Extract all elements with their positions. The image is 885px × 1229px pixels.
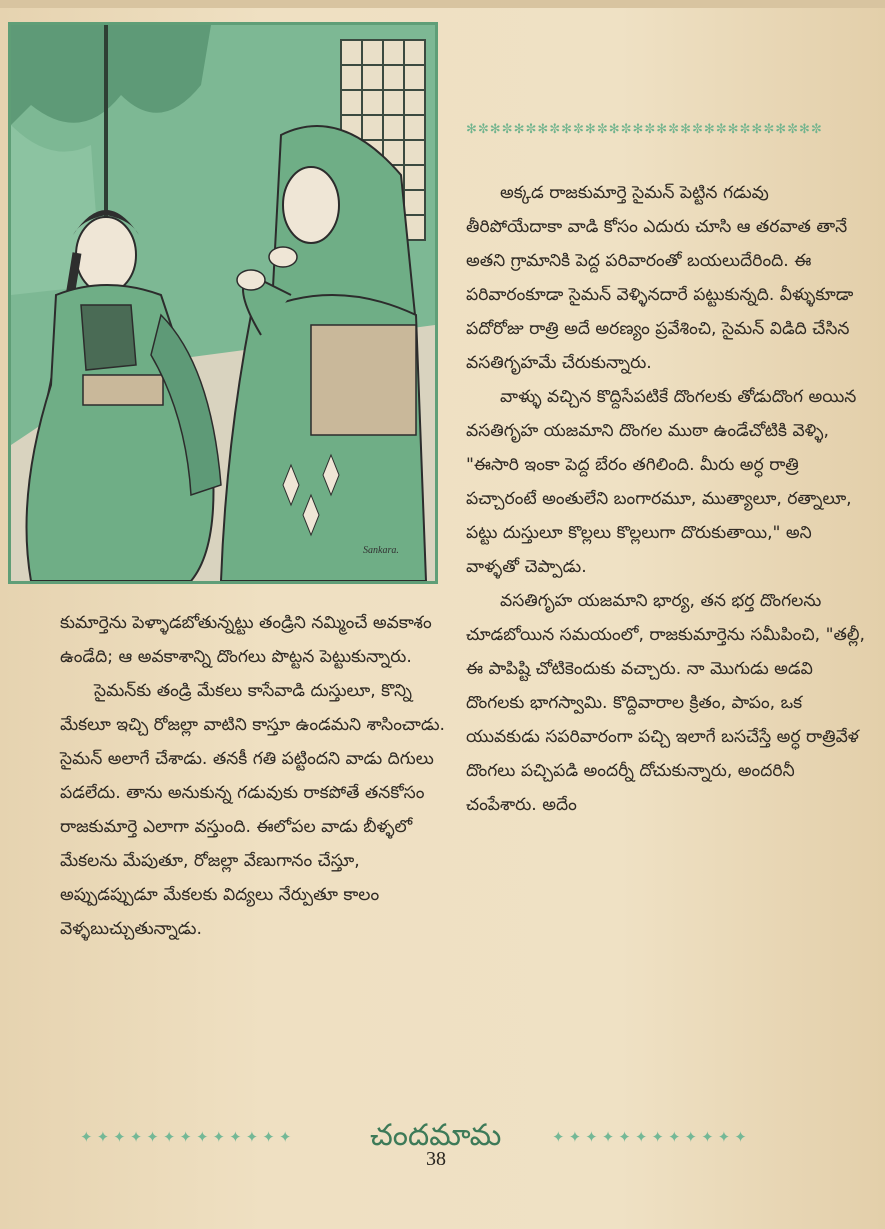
illustrator-signature: Sankara. <box>363 545 399 556</box>
magazine-title: చందమామ <box>370 1118 502 1153</box>
ornament-row: ✻✼✻✼✻✼✻✼✻✼✻✼✻✼✻✼✻✼✻✼✻✼✻✼✻✼✻✼✻✼ <box>466 122 823 137</box>
illustration-drawing <box>11 25 435 581</box>
footer-ornament-left: ✦✦✦✦✦✦✦✦✦✦✦✦✦ <box>80 1128 296 1146</box>
story-illustration <box>8 22 438 584</box>
right-text-column <box>466 176 866 822</box>
footer-ornament-right: ✦✦✦✦✦✦✦✦✦✦✦✦ <box>552 1128 751 1146</box>
page-number: 38 <box>426 1148 446 1170</box>
paragraph: వసతిగృహ యజమాని భార్య, తన భర్త దొంగలను చూడబోయిన సమయంలో, రాజకుమార్తెను సమీపించి, "తల్లీ, ఈ పాపిష్టి చోటికెందుకు వచ్చారు. నా మొగుడు అడవి దొంగలకు భాగస్వామి. కొద్దివారాల క్రితం, పాపం, ఒక యువకుడు సపరివారంగా పచ్చి ఇలాగే బసచేస్తే అర్ధ రాత్రివేళ దొంగలు పచ్చిపడి అందర్నీ దోచుకున్నారు, అందరినీ చంపేశారు. అదేం <box>466 591 865 815</box>
paragraph: సైమన్‌కు తండ్రి మేకలు కాసేవాడి దుస్తులూ, కొన్ని మేకలూ ఇచ్చి రోజల్లా వాటిని కాస్తూ ఉండమని శాసించాడు. సైమన్ అలాగే చేశాడు. తనకీ గతి పట్టిందని వాడు దిగులు పడలేదు. తాను అనుకున్న గడువుకు రాకపోతే తనకోసం రాజకుమార్తె ఎలాగా వస్తుంది. ఈలోపల వాడు బీళ్ళలో మేకలను మేపుతూ, రోజల్లా వేణుగానం చేస్తూ, అప్పుడప్పుడూ మేకలకు విద్యలు నేర్పుతూ కాలం వెళ్ళబుచ్చుతున్నాడు. <box>60 681 446 939</box>
page-top-edge <box>0 0 885 8</box>
decorative-border-top <box>466 122 828 137</box>
paragraph: అక్కడ రాజకుమార్తె సైమన్ పెట్టిన గడువు తీరిపోయేదాకా వాడి కోసం ఎదురు చూసి ఆ తరవాత తానే అతని గ్రామానికి పెద్ద పరివారంతో బయలుదేరింది. ఈ పరివారంకూడా సైమన్ వెళ్ళినదారే పట్టుకున్నది. వీళ్ళుకూడా పదోరోజు రాత్రి అదే అరణ్యం ప్రవేశించి, సైమన్ విడిది చేసిన వసతిగృహమే చేరుకున్నారు. <box>466 183 854 373</box>
left-text-column <box>60 606 450 946</box>
paragraph: వాళ్ళు వచ్చిన కొద్దిసేపటికే దొంగలకు తోడుదొంగ అయిన వసతిగృహ యజమాని దొంగల ముఠా ఉండేచోటికి వెళ్ళి, "ఈసారి ఇంకా పెద్ద బేరం తగిలింది. మీరు అర్ధ రాత్రి పచ్చారంటే అంతులేని బంగారమూ, ముత్యాలూ, రత్నాలూ, పట్టు దుస్తులూ కొల్లలు కొల్లలుగా దొరుకుతాయి," అని వాళ్ళతో చెప్పాడు. <box>466 387 857 577</box>
paragraph: కుమార్తెను పెళ్ళాడబోతున్నట్టు తండ్రిని నమ్మించే అవకాశం ఉండేది; ఆ అవకాశాన్ని దొంగలు పొట్టన పెట్టుకున్నారు. <box>60 613 432 667</box>
